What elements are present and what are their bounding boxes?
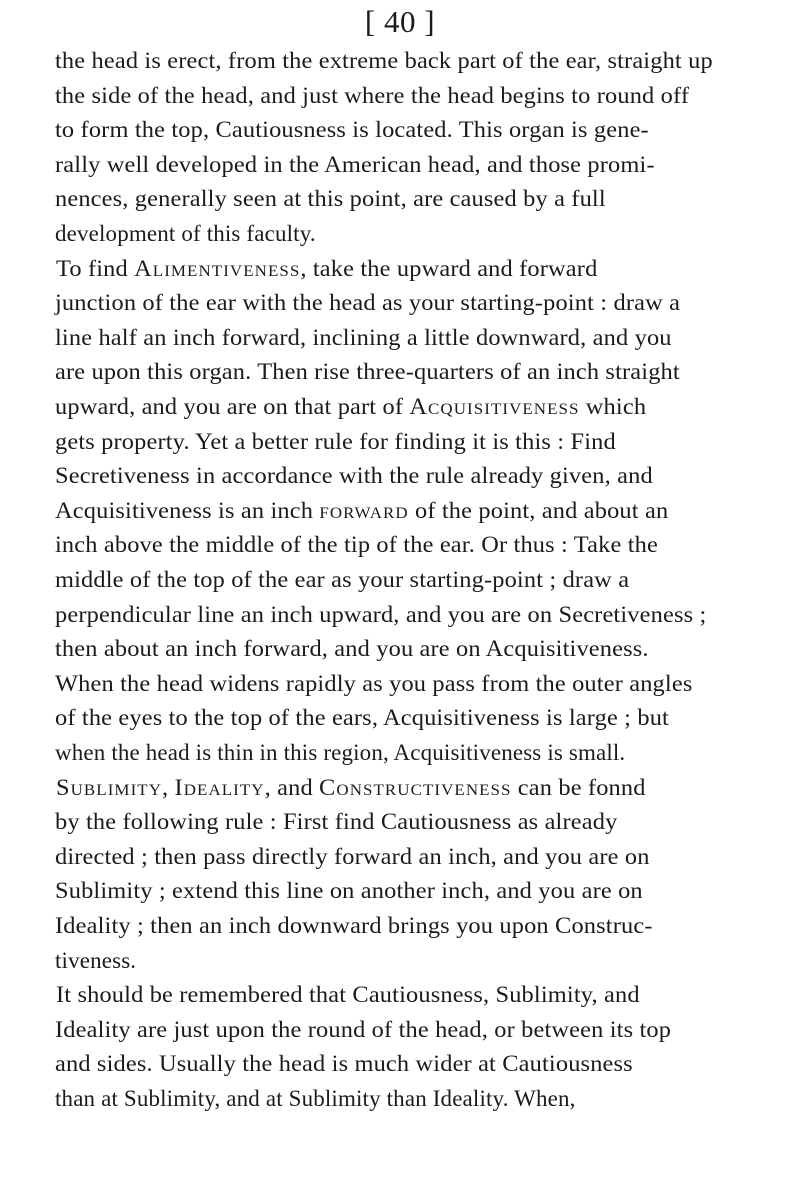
text-line xyxy=(55,563,629,597)
text-line xyxy=(55,840,650,874)
text-line xyxy=(55,182,606,216)
text-run: which xyxy=(579,394,647,419)
text-run: and sides. Usually the head is much wider at Cautiousness xyxy=(55,1051,633,1077)
small-caps-term: forward xyxy=(319,497,409,523)
text-run: When the head widens rapidly as you pass from the outer angles xyxy=(55,670,693,696)
text-run: than at Sublimity, and at Sublimity than Ideality. When, xyxy=(55,1086,576,1111)
text-run: upward, and you are on that part of xyxy=(55,394,410,419)
text-line xyxy=(55,459,653,493)
text-line xyxy=(55,598,706,632)
text-run: To find xyxy=(56,255,135,281)
text-run: of the point, and about an xyxy=(408,497,669,523)
text-line xyxy=(56,978,640,1012)
text-line xyxy=(55,425,616,459)
text-run: development of this faculty. xyxy=(55,221,316,246)
text-line xyxy=(56,771,646,805)
text-run: junction of the ear with the head as your starting-point : draw a xyxy=(55,290,681,316)
text-run: directed ; then pass directly forward an inch, and you are on xyxy=(55,843,650,869)
text-run: the side of the head, and just where the head begins to round off xyxy=(55,82,690,108)
text-run: when the head is thin in this region, Acquisitiveness is small. xyxy=(55,740,626,765)
text-run: gets property. Yet a better rule for finding it is this : Find xyxy=(55,428,616,454)
text-run: , and xyxy=(264,774,320,800)
text-line xyxy=(55,528,658,562)
text-run: rally well developed in the American head, and those promi- xyxy=(55,151,655,177)
text-line xyxy=(55,321,672,355)
text-line xyxy=(55,148,655,182)
text-run: Sublimity ; extend this line on another inch, and you are on xyxy=(55,878,643,904)
text-run: nences, generally seen at this point, are caused by a full xyxy=(55,186,606,212)
text-line xyxy=(55,286,680,320)
text-run: line half an inch forward, inclining a little downward, and you xyxy=(55,324,672,350)
small-caps-term: Sublimity xyxy=(56,774,163,800)
text-line xyxy=(55,736,625,770)
text-run: perpendicular line an inch upward, and you are on Secretiveness ; xyxy=(55,601,707,627)
text-run: of the eyes to the top of the ears, Acquisitiveness is large ; but xyxy=(55,705,670,731)
text-run: inch above the middle of the tip of the ear. Or thus : Take the xyxy=(55,532,658,558)
text-run: Ideality ; then an inch downward brings you upon Construc- xyxy=(55,913,653,938)
text-run: to form the top, Cautiousness is located. This organ is gene- xyxy=(55,117,649,143)
text-run: Ideality are just upon the round of the head, or between its top xyxy=(55,1016,672,1042)
text-run: , take the upward and forward xyxy=(300,255,598,281)
text-run: by the following rule : First find Cautiousness as already xyxy=(55,809,618,835)
text-line xyxy=(55,217,316,251)
text-line xyxy=(55,44,713,78)
text-line xyxy=(55,1047,633,1081)
text-line xyxy=(55,494,668,528)
text-run: are upon this organ. Then rise three-quarters of an inch straight xyxy=(55,359,680,385)
text-run: the head is erect, from the extreme back part of the ear, straight up xyxy=(55,48,713,73)
text-run: middle of the top of the ear as your starting-point ; draw a xyxy=(55,567,630,592)
text-line xyxy=(55,355,680,389)
text-run: It should be remembered that Cautiousness, Sublimity, and xyxy=(56,982,640,1008)
text-line xyxy=(55,701,669,735)
small-caps-term: Constructiveness xyxy=(319,774,512,800)
text-run: then about an inch forward, and you are on Acquisitiveness. xyxy=(55,636,649,662)
text-line xyxy=(55,1013,671,1047)
text-run: tiveness. xyxy=(55,947,137,973)
text-line xyxy=(55,79,689,113)
text-line xyxy=(55,805,617,839)
text-line xyxy=(56,252,597,286)
text-line xyxy=(55,632,649,666)
page-number: [ 40 ] xyxy=(364,4,436,39)
text-line xyxy=(55,113,649,147)
text-line xyxy=(55,874,643,908)
text-line xyxy=(55,909,653,943)
text-line xyxy=(55,944,136,978)
text-run: , xyxy=(162,774,175,800)
small-caps-term: Ideality xyxy=(174,774,265,800)
text-line xyxy=(55,667,692,701)
text-line xyxy=(55,1082,576,1116)
text-line xyxy=(55,390,646,424)
small-caps-term: Acquisitiveness xyxy=(409,394,580,419)
text-run: Acquisitiveness is an inch xyxy=(55,497,320,523)
text-run: can be fonnd xyxy=(511,774,646,800)
text-run: Secretiveness in accordance with the rule already given, and xyxy=(55,463,653,489)
small-caps-term: Alimentiveness xyxy=(134,255,301,281)
